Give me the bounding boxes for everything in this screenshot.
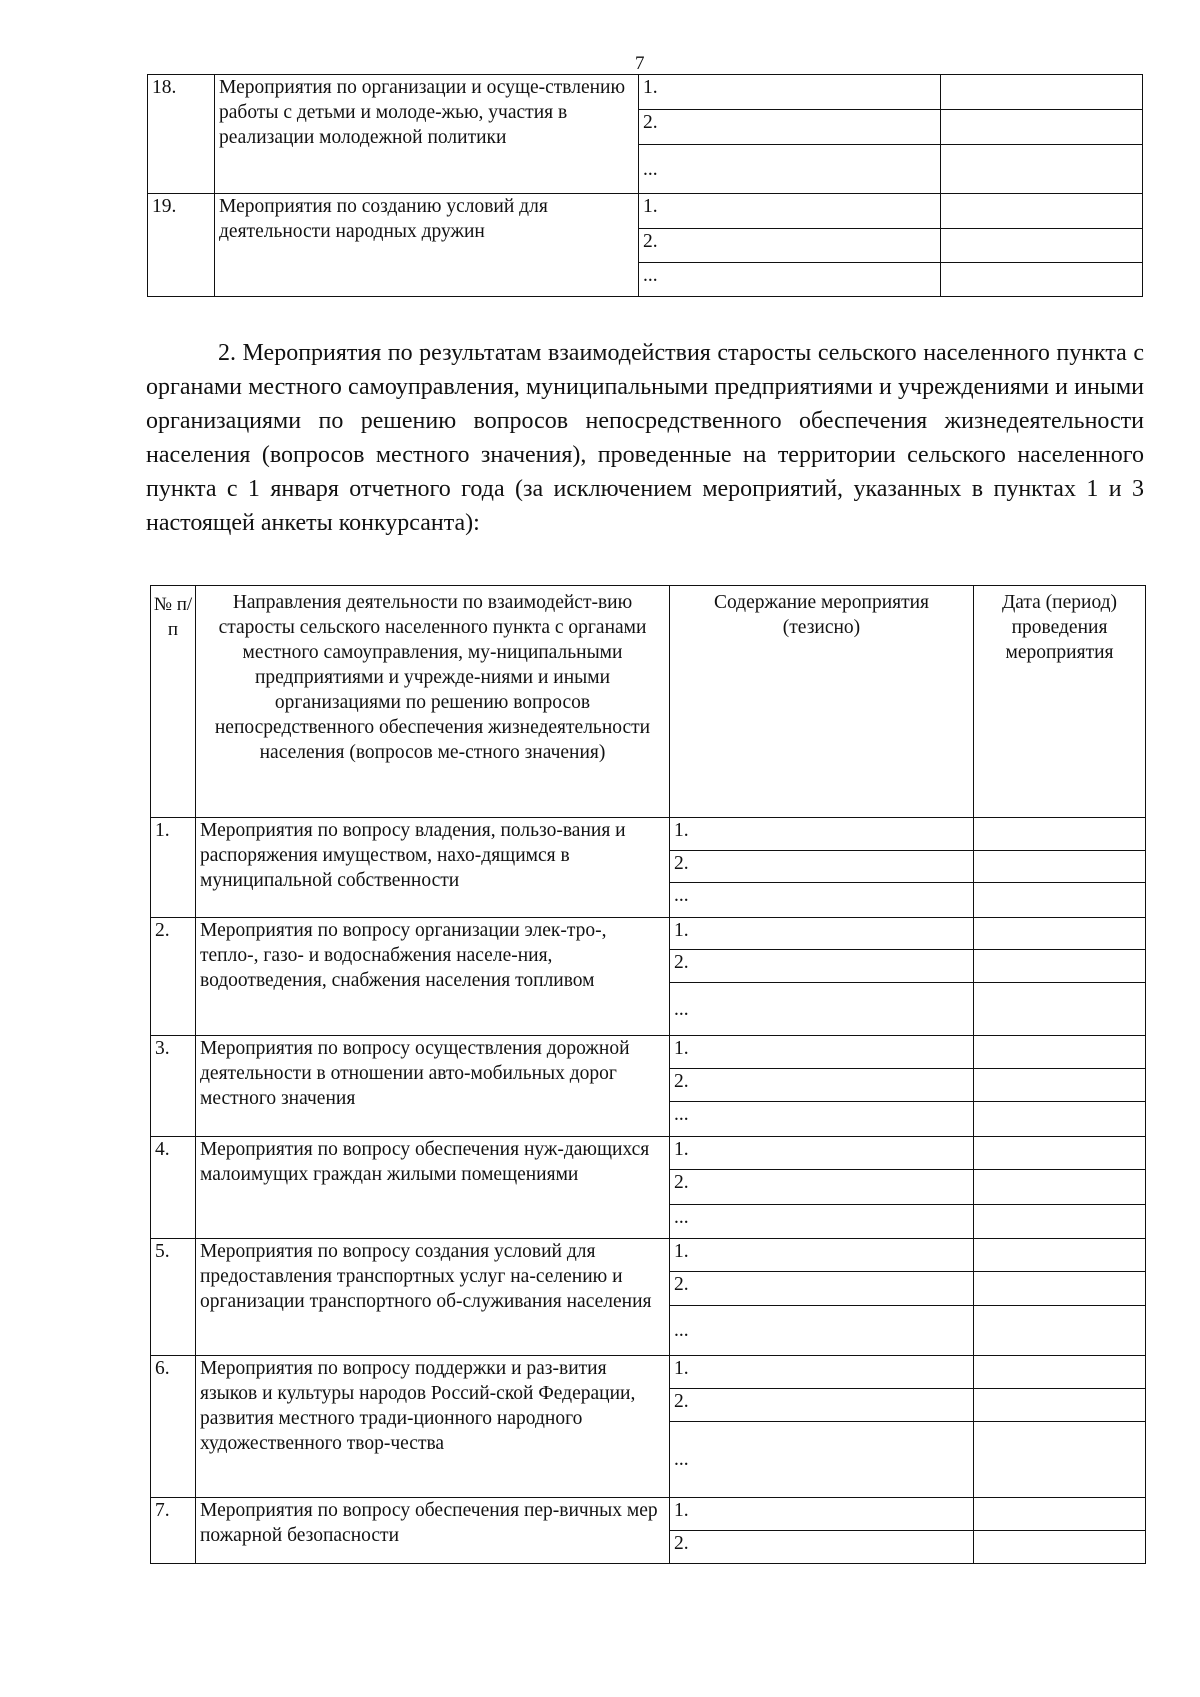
date-cell[interactable]	[974, 1170, 1146, 1205]
date-cell[interactable]	[941, 229, 1143, 263]
date-cell[interactable]	[974, 851, 1146, 883]
date-cell[interactable]	[974, 1102, 1146, 1137]
item-cell[interactable]: 1.	[639, 75, 941, 110]
table-activities	[150, 585, 1146, 1564]
row-direction: Мероприятия по вопросу обеспечения нуж-дающихся малоимущих граждан жилыми помещениями	[196, 1137, 670, 1239]
date-cell[interactable]	[974, 1422, 1146, 1498]
row-number: 6.	[151, 1356, 196, 1498]
section-2-paragraph	[146, 336, 1144, 540]
date-cell[interactable]	[974, 1239, 1146, 1272]
item-cell[interactable]: 2.	[670, 1531, 974, 1564]
date-cell[interactable]	[974, 1137, 1146, 1170]
item-cell[interactable]: 2.	[670, 1272, 974, 1306]
row-direction: Мероприятия по вопросу поддержки и раз-вития языков и культуры народов Россий-ской Федерации, развития местного тради-ционного народного художественного твор-чества	[196, 1356, 670, 1498]
item-cell[interactable]: 1.	[670, 818, 974, 851]
date-cell[interactable]	[974, 883, 1146, 918]
date-cell[interactable]	[941, 110, 1143, 145]
item-cell[interactable]: 2.	[670, 851, 974, 883]
date-cell[interactable]	[974, 950, 1146, 983]
section-2-text: 2. Мероприятия по результатам взаимодействия старосты сельского населенного пункта с органами местного самоуправления, муниципальными предприятиями и учреждениями и иными организациями по решению вопросов непосредственного обеспечения жизнедеятельности населения (вопросов местного значения), проведенные на территории сельского населенного пункта с 1 января отчетного года (за исключением мероприятий, указанных в пунктах 1 и 3 настоящей анкеты конкурсанта):	[146, 340, 1144, 536]
table-row	[151, 1036, 1146, 1069]
table-row	[151, 1356, 1146, 1389]
date-cell[interactable]	[974, 1498, 1146, 1531]
item-cell[interactable]: ...	[639, 263, 941, 297]
item-cell[interactable]: 1.	[670, 1239, 974, 1272]
item-cell[interactable]: ...	[670, 1205, 974, 1239]
date-cell[interactable]	[941, 194, 1143, 229]
item-cell[interactable]: 2.	[670, 1069, 974, 1102]
row-direction: Мероприятия по созданию условий для деятельности народных дружин	[215, 194, 639, 297]
row-direction: Мероприятия по вопросу осуществления дорожной деятельности в отношении авто-мобильных дорог местного значения	[196, 1036, 670, 1137]
table-row	[151, 1498, 1146, 1531]
header-date: Дата (период) проведения мероприятия	[974, 586, 1146, 818]
item-cell[interactable]: ...	[670, 983, 974, 1036]
item-cell[interactable]: ...	[670, 883, 974, 918]
item-cell[interactable]: 1.	[639, 194, 941, 229]
date-cell[interactable]	[941, 75, 1143, 110]
row-direction: Мероприятия по вопросу организации элек-тро-, тепло-, газо- и водоснабжения населе-ния, водоотведения, снабжения населения топливом	[196, 918, 670, 1036]
date-cell[interactable]	[974, 1531, 1146, 1564]
table-row	[151, 918, 1146, 950]
header-direction: Направления деятельности по взаимодейст-вию старосты сельского населенного пункта с органами местного самоуправления, му-ниципальными предприятиями и учрежде-ниями и иными организациями по решению вопросов непосредственного обеспечения жизнедеятельности населения (вопросов ме-стного значения)	[196, 586, 670, 818]
table-row	[151, 1239, 1146, 1272]
item-cell[interactable]: 2.	[639, 229, 941, 263]
table-row	[151, 1137, 1146, 1170]
item-cell[interactable]: 1.	[670, 1498, 974, 1531]
row-number: 3.	[151, 1036, 196, 1137]
row-number: 4.	[151, 1137, 196, 1239]
row-direction: Мероприятия по вопросу создания условий для предоставления транспортных услуг на-селению и организации транспортного об-служивания населения	[196, 1239, 670, 1356]
date-cell[interactable]	[974, 1205, 1146, 1239]
item-cell[interactable]: 2.	[670, 950, 974, 983]
date-cell[interactable]	[974, 1356, 1146, 1389]
row-direction: Мероприятия по организации и осуще-ствлению работы с детьми и молоде-жью, участия в реализации молодежной политики	[215, 75, 639, 194]
item-cell[interactable]: 1.	[670, 918, 974, 950]
row-direction: Мероприятия по вопросу владения, пользо-вания и распоряжения имуществом, нахо-дящимся в муниципальной собственности	[196, 818, 670, 918]
item-cell[interactable]: 1.	[670, 1356, 974, 1389]
table-row	[151, 818, 1146, 851]
row-number: 1.	[151, 818, 196, 918]
row-number: 2.	[151, 918, 196, 1036]
item-cell[interactable]: ...	[670, 1422, 974, 1498]
row-number: 18.	[148, 75, 215, 194]
item-cell[interactable]: ...	[670, 1306, 974, 1356]
date-cell[interactable]	[974, 1036, 1146, 1069]
header-content: Содержание мероприятия (тезисно)	[670, 586, 974, 818]
item-cell[interactable]: 2.	[670, 1389, 974, 1422]
header-num: № п/п	[151, 586, 196, 818]
item-cell[interactable]: 2.	[670, 1170, 974, 1205]
row-number: 5.	[151, 1239, 196, 1356]
page-number: 7	[635, 53, 645, 74]
item-cell[interactable]: 1.	[670, 1137, 974, 1170]
date-cell[interactable]	[974, 983, 1146, 1036]
date-cell[interactable]	[974, 918, 1146, 950]
date-cell[interactable]	[974, 1306, 1146, 1356]
date-cell[interactable]	[941, 263, 1143, 297]
row-number: 19.	[148, 194, 215, 297]
table-header-row	[151, 586, 1146, 818]
item-cell[interactable]: ...	[639, 145, 941, 194]
table-row	[148, 194, 1143, 229]
row-number: 7.	[151, 1498, 196, 1564]
date-cell[interactable]	[974, 1389, 1146, 1422]
table-continuation	[147, 74, 1143, 297]
item-cell[interactable]: 2.	[639, 110, 941, 145]
table-row	[148, 75, 1143, 110]
date-cell[interactable]	[941, 145, 1143, 194]
row-direction: Мероприятия по вопросу обеспечения пер-вичных мер пожарной безопасности	[196, 1498, 670, 1564]
date-cell[interactable]	[974, 1069, 1146, 1102]
item-cell[interactable]: ...	[670, 1102, 974, 1137]
date-cell[interactable]	[974, 818, 1146, 851]
item-cell[interactable]: 1.	[670, 1036, 974, 1069]
date-cell[interactable]	[974, 1272, 1146, 1306]
